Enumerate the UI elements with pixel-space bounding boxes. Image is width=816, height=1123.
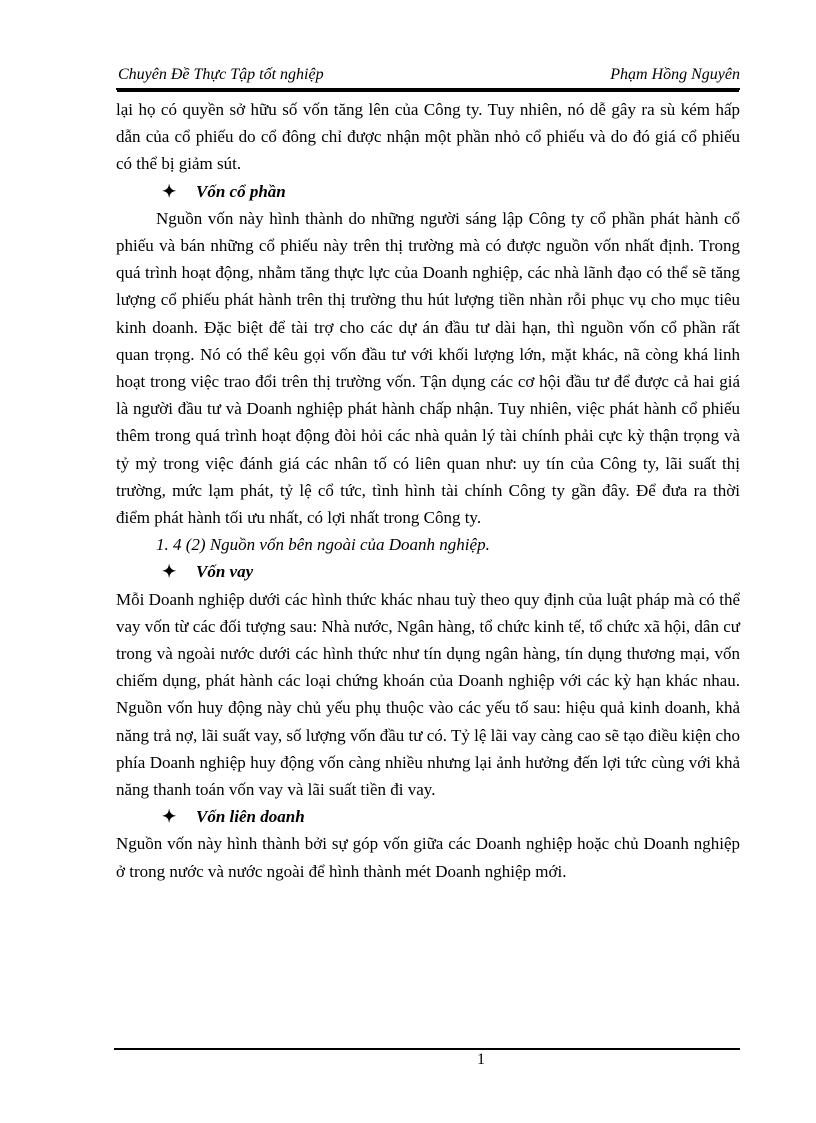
paragraph-loan-capital: Mỗi Doanh nghiệp dưới các hình thức khác nhau tuỳ theo quy định của luật pháp mà có thể vay vốn từ các đối tượng sau: Nhà nước, Ngân hàng, tổ chức kinh tế, tổ chức xã hội, dân cư trong và ngoài nước dưới các hình thức như tín dụng ngân hàng, tín dụng thương mại, vốn chiếm dụng, phát hành các loại chứng khoán của Doanh nghiệp với các kỳ hạn khác nhau. Nguồn vốn huy động này chủ yếu phụ thuộc vào các yếu tố sau: hiệu quả kinh doanh, khả năng trả nợ, lãi suất vay, số lượng vốn đầu tư có. Tỷ lệ lãi vay càng cao sẽ tạo điều kiện cho phía Doanh nghiệp huy động vốn càng nhiều nhưng lại ảnh hưởng đến lợi tức cùng với khả năng thanh toán vốn vay và lãi suất tiền đi vay.	[116, 589, 740, 800]
paragraph-share-dilution: lại họ có quyền sở hữu số vốn tăng lên của Công ty. Tuy nhiên, nó dễ gây ra sù kém hấp dẫn của cổ phiếu do cổ đông chỉ được nhận một phần nhỏ cổ phiếu và do đó giá cổ phiếu có thể bị giảm sút.	[116, 100, 740, 174]
subheading-external-capital: 1. 4 (2) Nguồn vốn bên ngoài của Doanh nghiệp.	[156, 535, 490, 555]
bullet-star-icon: ✦	[162, 181, 177, 201]
header-author-name: Phạm Hồng Nguyên	[610, 66, 740, 83]
header-document-title: Chuyên Đề Thực Tập tốt nghiệp	[118, 66, 324, 83]
heading-von-vay-label: Vốn vay	[196, 562, 254, 582]
page-number: 1	[477, 1051, 485, 1068]
heading-von-lien-doanh	[116, 803, 740, 830]
paragraph-equity-capital: Nguồn vốn này hình thành do những người sáng lập Công ty cổ phần phát hành cổ phiếu và bán những cổ phiếu này trên thị trường mà có được nguồn vốn nhất định. Trong quá trình hoạt động, nhằm tăng thực lực của Doanh nghiệp, các nhà lãnh đạo có thể sẽ tăng lượng cổ phiếu phát hành trên thị trường thu hút lượng tiền nhàn rỗi phục vụ cho mục tiêu kinh doanh. Đặc biệt để tài trợ cho các dự án đầu tư dài hạn, thì nguồn vốn cổ phần rất quan trọng. Nó có thể kêu gọi vốn đầu tư với khối lượng lớn, mặt khác, nã còng khá linh hoạt trong việc trao đổi trên thị trường vốn. Tận dụng các cơ hội đầu tư để được cả hai giá là người đầu tư và Doanh nghiệp phát hành chấp nhận. Tuy nhiên, việc phát hành cổ phiếu thêm trong quá trình hoạt động đòi hỏi các nhà quản lý tài chính phải cực kỳ thận trọng và tỷ mỷ trong việc đánh giá các nhân tố có liên quan như: uy tín của Công ty, lãi suất thị trường, mức lạm phát, tỷ lệ cổ tức, tình hình tài chính Công ty gần đây. Để đưa ra thời điểm phát hành tối ưu nhất, có lợi nhất trong Công ty.	[116, 208, 740, 528]
page-body	[116, 96, 740, 885]
heading-von-vay	[116, 558, 740, 585]
paragraph-joint-venture-capital: Nguồn vốn này hình thành bởi sự góp vốn giữa các Doanh nghiệp hoặc chủ Doanh nghiệp ở trong nước và nước ngoài để hình thành mét Doanh nghiệp mới.	[116, 834, 740, 881]
bullet-star-icon: ✦	[162, 807, 177, 827]
heading-von-co-phan-label: Vốn cổ phần	[196, 181, 286, 201]
heading-von-lien-doanh-label: Vốn liên doanh	[196, 807, 305, 827]
page-header	[116, 64, 740, 90]
bullet-star-icon: ✦	[162, 562, 177, 582]
heading-von-co-phan	[116, 178, 740, 205]
footer-divider	[114, 1048, 740, 1050]
